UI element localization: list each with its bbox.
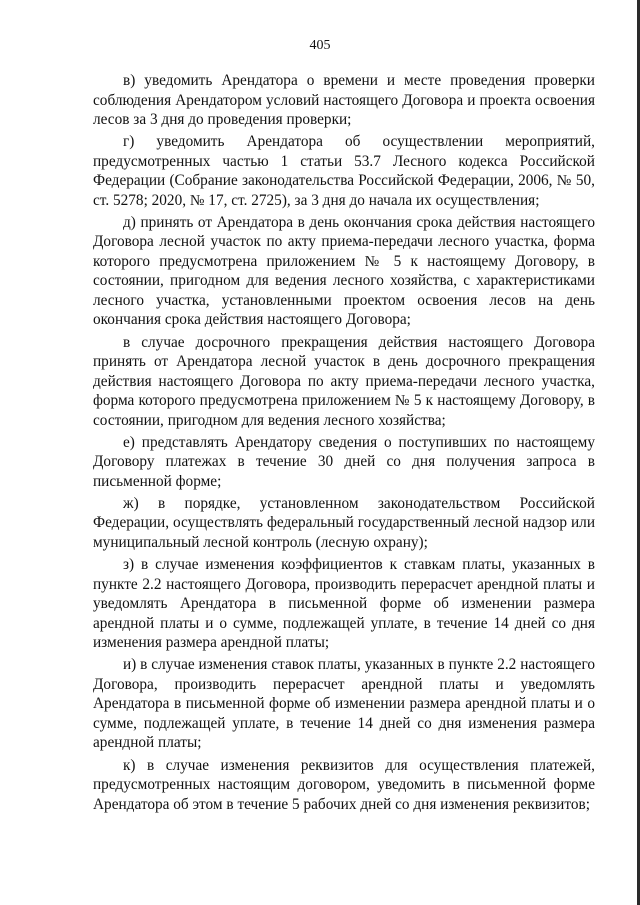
page-number: 405 [309,38,331,53]
paragraph-z: з) в случае изменения коэффициентов к ставкам платы, указанных в пункте 2.2 настоящего Договора, производить перерасчет арендной платы и уведомлять Арендатора в письменной форме об изменении размера арендной платы и о сумме, подлежащей уплате, в течение 14 дней со дня изменения размера арендной платы; [93,556,595,652]
paragraph-v: в) уведомить Арендатора о времени и месте проведения проверки соблюдения Арендатором условий настоящего Договора и проекта освоения лесов за 3 дня до проведения проверки; [93,72,595,128]
paragraph-zh: ж) в порядке, установленном законодательством Российской Федерации, осуществлять федеральный государственный лесной надзор или муниципальный лесной контроль (лесную охрану); [93,494,595,551]
paragraph-d: д) принять от Арендатора в день окончания срока действия настоящего Договора лесной участок по акту приема-передачи лесного участка, форма которого предусмотрена приложением № 5 к настоящему Договору, в состоянии, пригодном для ведения лесного хозяйства, с характеристиками лесного участка, установленными проектом освоения лесов на день окончания срока действия настоящего Договора; [93,213,595,329]
paragraph-g: г) уведомить Арендатора об осуществлении мероприятий, предусмотренных частью 1 статьи 53.7 Лесного кодекса Российской Федерации (Собрание законодательства Российской Федерации, 2006, № 50, ст. 5278; 2020, № 17, ст. 2725), за 3 дня до начала их осуществления; [93,133,595,209]
paragraph-e: е) представлять Арендатору сведения о поступивших по настоящему Договору платежах в течение 30 дней со дня получения запроса в письменной форме; [93,433,595,490]
document-body [93,71,595,817]
paragraph-early-termination: в случае досрочного прекращения действия настоящего Договора принять от Арендатора лесной участок в день досрочного прекращения действия настоящего Договора по акту приема-передачи лесного участка, форма которого предусмотрена приложением № 5 к настоящему Договору, в состоянии, пригодном для ведения лесного хозяйства; [93,333,595,429]
paragraph-i: и) в случае изменения ставок платы, указанных в пункте 2.2 настоящего Договора, производить перерасчет арендной платы и уведомлять Арендатора в письменной форме об изменении размера арендной платы и о сумме, подлежащей уплате, в течение 14 дней со дня изменения размера арендной платы; [93,656,595,752]
paragraph-k: к) в случае изменения реквизитов для осуществления платежей, предусмотренных настоящим договором, уведомить в письменной форме Арендатора об этом в течение 5 рабочих дней со дня изменения реквизитов; [93,756,595,813]
